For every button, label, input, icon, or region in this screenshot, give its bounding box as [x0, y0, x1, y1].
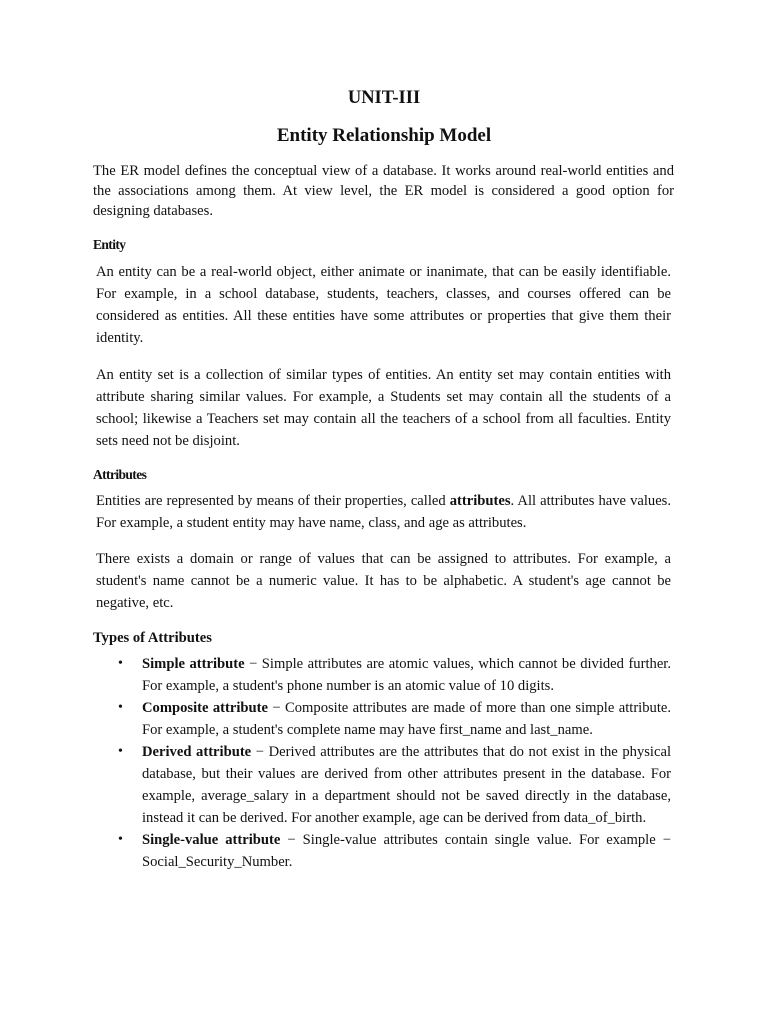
- attributes-paragraph-2: There exists a domain or range of values that can be assigned to attributes. For example, a student's name cannot be a numeric value. It has to be alphabetic. A student's age cannot be negative, etc.: [96, 551, 671, 611]
- entity-paragraph-2: An entity set is a collection of similar types of entities. An entity set may contain entities with attribute sharing similar values. For example, a Students set may contain all the students of a school; likewise a Teachers set may contain all the teachers of a school from all faculties. Entity sets need not be disjoint.: [96, 367, 671, 449]
- attribute-types-list: [118, 653, 671, 873]
- list-item-term: Composite attribute: [142, 700, 268, 716]
- entity-heading: Entity: [93, 237, 126, 252]
- list-item-description: − Composite attributes are made of more than one simple attribute. For example, a student's complete name may have first_name and last_name.: [142, 700, 672, 738]
- unit-title: UNIT-III: [347, 88, 421, 108]
- list-item-description: − Derived attributes are the attributes that do not exist in the physical database, but their values are derived from other attributes present in the database. For example, average_salary in a department should not be saved directly in the database, instead it can be derived. For another example, age can be derived from data_of_birth.: [142, 744, 671, 826]
- list-item-description: − Simple attributes are atomic values, which cannot be divided further. For example, a student's phone number is an atomic value of 10 digits.: [142, 656, 672, 694]
- bullet-icon: •: [118, 656, 123, 671]
- attributes-paragraph-1: [96, 490, 671, 534]
- list-item-term: Simple attribute: [142, 656, 245, 672]
- types-of-attributes-heading: Types of Attributes: [93, 630, 212, 646]
- attributes-paragraph-1-end: . All attributes have values. For example, a student entity may have name, class, and age as attributes.: [96, 493, 672, 531]
- attributes-bold-term: attributes: [449, 493, 511, 509]
- page-title: Entity Relationship Model: [276, 125, 492, 146]
- list-item-derived-attribute: [118, 741, 671, 829]
- list-item-single-value-attribute: [118, 829, 671, 873]
- intro-paragraph: The ER model defines the conceptual view of a database. It works around real-world entities and the associations among them. At view level, the ER model is considered a good option for designing databases.: [93, 163, 674, 219]
- bullet-icon: •: [118, 744, 123, 759]
- list-item-term: Derived attribute: [142, 744, 252, 760]
- list-item-simple-attribute: [118, 653, 671, 697]
- list-item-composite-attribute: [118, 697, 671, 741]
- list-item-description: − Single-value attributes contain single value. For example − Social_Security_Number.: [142, 832, 671, 870]
- bullet-icon: •: [118, 700, 123, 715]
- entity-paragraph-1: An entity can be a real-world object, either animate or inanimate, that can be easily identifiable. For example, in a school database, students, teachers, classes, and courses offered can be considered as entities. All these entities have some attributes or properties that give them their identity.: [96, 264, 671, 346]
- list-item-term: Single-value attribute: [142, 832, 281, 848]
- attributes-paragraph-1-start: Entities are represented by means of their properties, called: [96, 493, 450, 509]
- bullet-icon: •: [118, 832, 123, 847]
- attributes-heading: Attributes: [93, 467, 147, 482]
